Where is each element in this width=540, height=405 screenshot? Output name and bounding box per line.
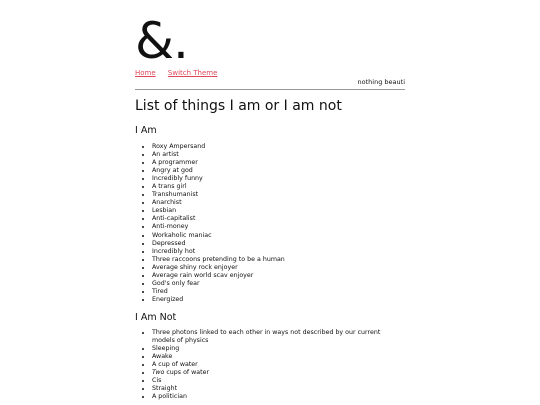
page-title: List of things I am or I am not bbox=[135, 98, 342, 114]
list-item: • Tired bbox=[152, 288, 405, 296]
list-item: • Anti-money bbox=[152, 223, 405, 231]
list-item: • A programmer bbox=[152, 159, 405, 167]
i-am-not-list bbox=[135, 329, 405, 401]
list-item: • Straight bbox=[152, 385, 405, 393]
list-item: • God's only fear bbox=[152, 280, 405, 288]
list-item: • Energized bbox=[152, 296, 405, 304]
nav-switch-theme-link[interactable]: Switch Theme bbox=[167, 69, 218, 77]
list-item: • Lesbian bbox=[152, 207, 405, 215]
list-item: • Depressed bbox=[152, 240, 405, 248]
list-item: • Anti-capitalist bbox=[152, 215, 405, 223]
nav-home-link[interactable]: Home bbox=[135, 69, 156, 77]
list-item: • Three raccoons pretending to be a human bbox=[152, 256, 405, 264]
list-item: • An artist bbox=[152, 151, 405, 159]
i-am-not-heading: I Am Not bbox=[135, 312, 177, 323]
list-item: • Anarchist bbox=[152, 199, 405, 207]
nav-bar bbox=[135, 69, 227, 77]
list-item: • Incredibly funny bbox=[152, 175, 405, 183]
list-item: • Average shiny rock enjoyer bbox=[152, 264, 405, 272]
list-item: • Roxy Ampersand bbox=[152, 143, 405, 151]
i-am-not-section bbox=[135, 312, 405, 401]
list-item: • A politician bbox=[152, 393, 405, 401]
list-item: • Workaholic maniac bbox=[152, 232, 405, 240]
list-item: • Three photons linked to each other in ways not described by our current models of physics bbox=[152, 329, 405, 345]
i-am-list bbox=[135, 143, 405, 304]
i-am-section bbox=[135, 125, 405, 304]
list-item: • Incredibly hot bbox=[152, 248, 405, 256]
list-item: • Angry at god bbox=[152, 167, 405, 175]
list-item: • Sleeping bbox=[152, 345, 405, 353]
list-item: • Transhumanist bbox=[152, 191, 405, 199]
i-am-heading: I Am bbox=[135, 125, 157, 136]
tagline: nothing beauti bbox=[357, 78, 405, 86]
list-item: • Awake bbox=[152, 353, 405, 361]
list-item: • Cis bbox=[152, 377, 405, 385]
header-divider bbox=[135, 89, 405, 90]
list-item: • Average rain world scav enjoyer bbox=[152, 272, 405, 280]
site-logo[interactable]: &. bbox=[135, 12, 188, 70]
list-item: • A trans girl bbox=[152, 183, 405, 191]
list-item: • Two cups of water bbox=[152, 369, 405, 377]
list-item: • A cup of water bbox=[152, 361, 405, 369]
